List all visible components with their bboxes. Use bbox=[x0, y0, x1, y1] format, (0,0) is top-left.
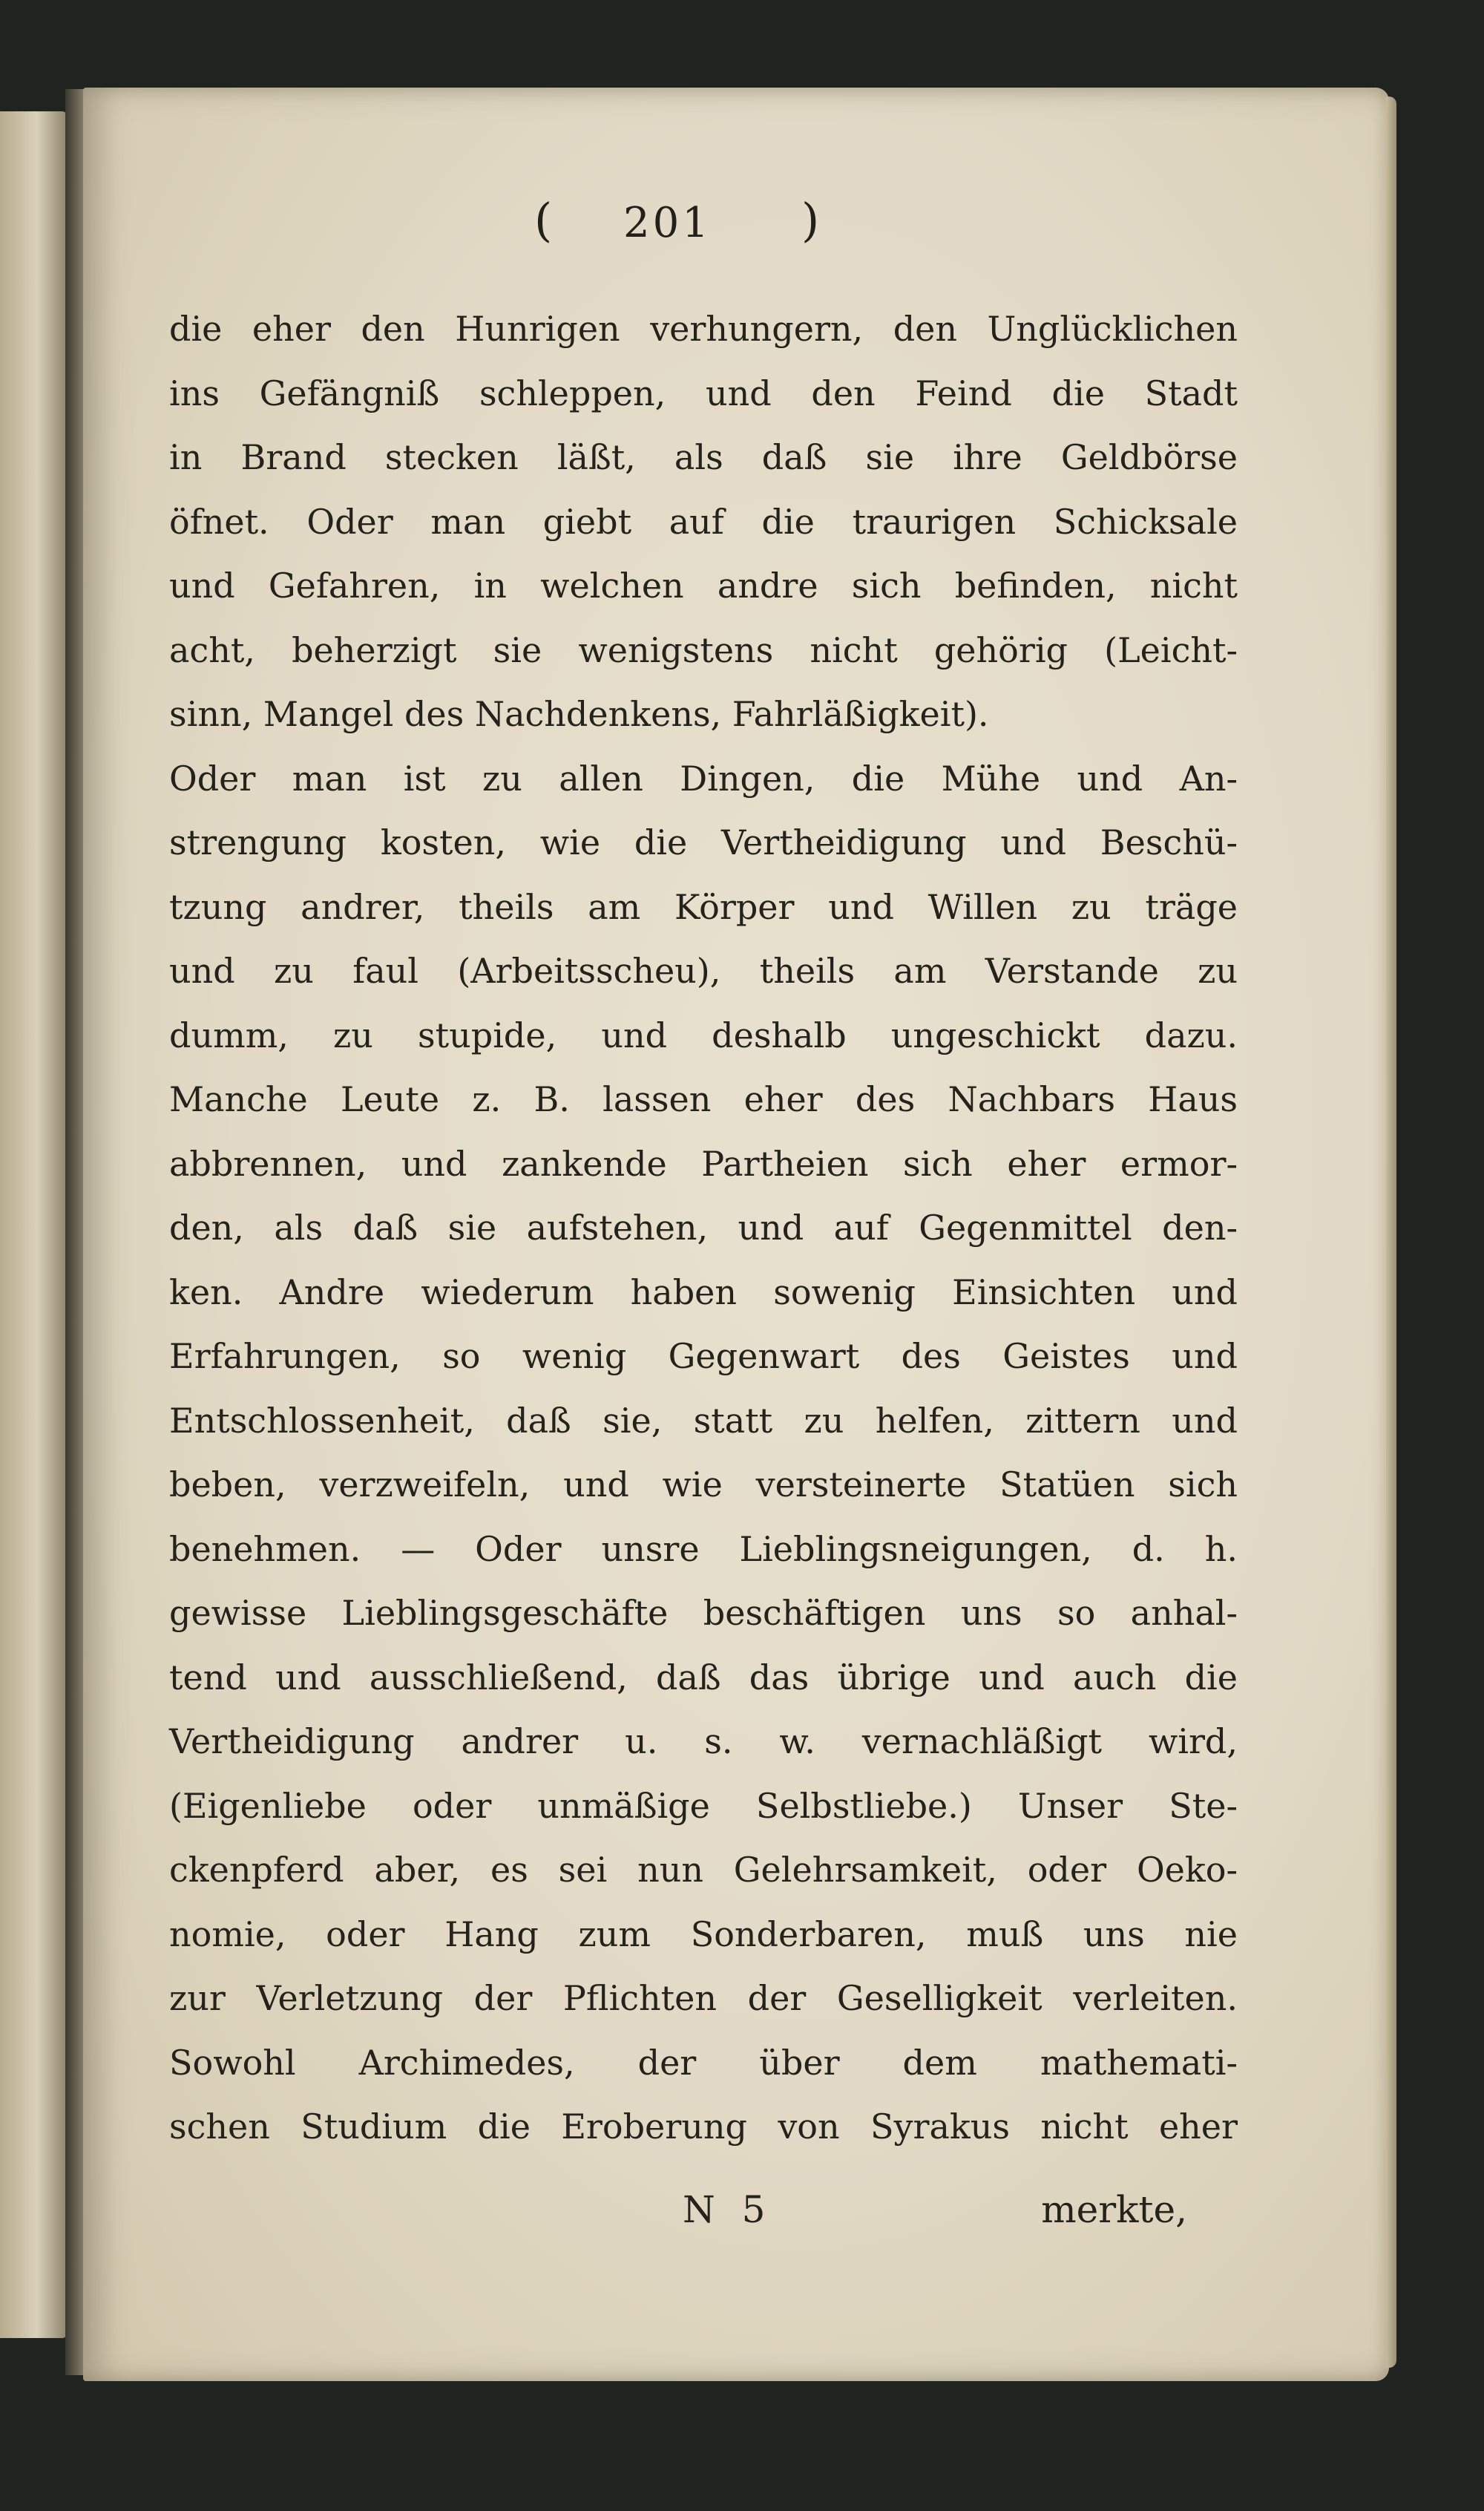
page-fore-edge bbox=[1386, 96, 1396, 2368]
signature-mark: N 5 bbox=[683, 2188, 773, 2231]
text-line: ken. Andre wiederum haben sowenig Einsichten und bbox=[169, 1271, 1238, 1312]
header-paren-left: ( bbox=[534, 193, 553, 247]
text-line: den, als daß sie aufstehen, und auf Gegenmittel den- bbox=[169, 1208, 1238, 1248]
text-line: nomie, oder Hang zum Sonderbaren, muß uns nie bbox=[169, 1913, 1238, 1954]
text-line: tzung andrer, theils am Körper und Willen zu träge bbox=[169, 886, 1238, 927]
text-line: die eher den Hunrigen verhungern, den Unglücklichen bbox=[169, 309, 1238, 349]
text-line: beben, verzweifeln, und wie versteinerte Statüen sich bbox=[169, 1464, 1238, 1505]
page-header bbox=[519, 186, 861, 275]
text-line: Erfahrungen, so wenig Gegenwart des Geistes und bbox=[169, 1336, 1238, 1376]
text-line: (Eigenliebe oder unmäßige Selbstliebe.) Unser Ste- bbox=[169, 1785, 1238, 1826]
text-line: ckenpferd aber, es sei nun Gelehrsamkeit, oder Oeko- bbox=[169, 1850, 1238, 1890]
text-line: und Gefahren, in welchen andre sich befinden, nicht bbox=[169, 566, 1238, 606]
text-line: abbrennen, und zankende Partheien sich eher ermor- bbox=[169, 1143, 1238, 1184]
text-line: Vertheidigung andrer u. s. w. vernachläßigt wird, bbox=[169, 1721, 1238, 1761]
text-line: Oder man ist zu allen Dingen, die Mühe und An- bbox=[169, 758, 1238, 799]
text-line: schen Studium die Eroberung von Syrakus nicht eher bbox=[169, 2106, 1238, 2147]
text-line: gewisse Lieblingsgeschäfte beschäftigen uns so anhal- bbox=[169, 1593, 1238, 1633]
text-line: sinn, Mangel des Nachdenkens, Fahrläßigkeit). bbox=[169, 694, 989, 734]
text-line: acht, beherzigt sie wenigstens nicht gehörig (Leicht- bbox=[169, 629, 1238, 670]
catchword: merkte, bbox=[1041, 2188, 1187, 2231]
header-paren-right: ) bbox=[801, 193, 820, 247]
text-line: benehmen. — Oder unsre Lieblingsneigungen, d. h. bbox=[169, 1528, 1238, 1569]
text-line: tend und ausschließend, daß das übrige und auch die bbox=[169, 1657, 1238, 1698]
text-line: ins Gefängniß schleppen, und den Feind die Stadt bbox=[169, 373, 1238, 413]
body-text bbox=[169, 297, 1238, 2159]
text-line: Manche Leute z. B. lassen eher des Nachbars Haus bbox=[169, 1079, 1238, 1119]
previous-page-edge bbox=[0, 111, 67, 2338]
text-line: Sowohl Archimedes, der über dem mathemati- bbox=[169, 2042, 1238, 2083]
page-footer bbox=[683, 2182, 1187, 2249]
text-line: und zu faul (Arbeitsscheu), theils am Verstande zu bbox=[169, 951, 1238, 991]
text-line: dumm, zu stupide, und deshalb ungeschickt dazu. bbox=[169, 1015, 1238, 1055]
text-line: in Brand stecken läßt, als daß sie ihre Geldbörse bbox=[169, 437, 1238, 477]
page-number: 201 bbox=[623, 199, 712, 247]
text-line: öfnet. Oder man giebt auf die traurigen Schicksale bbox=[169, 501, 1238, 542]
text-line: strengung kosten, wie die Vertheidigung und Beschü- bbox=[169, 822, 1238, 862]
text-line: zur Verletzung der Pflichten der Geselligkeit verleiten. bbox=[169, 1978, 1238, 2018]
text-line: Entschlossenheit, daß sie, statt zu helfen, zittern und bbox=[169, 1400, 1238, 1441]
